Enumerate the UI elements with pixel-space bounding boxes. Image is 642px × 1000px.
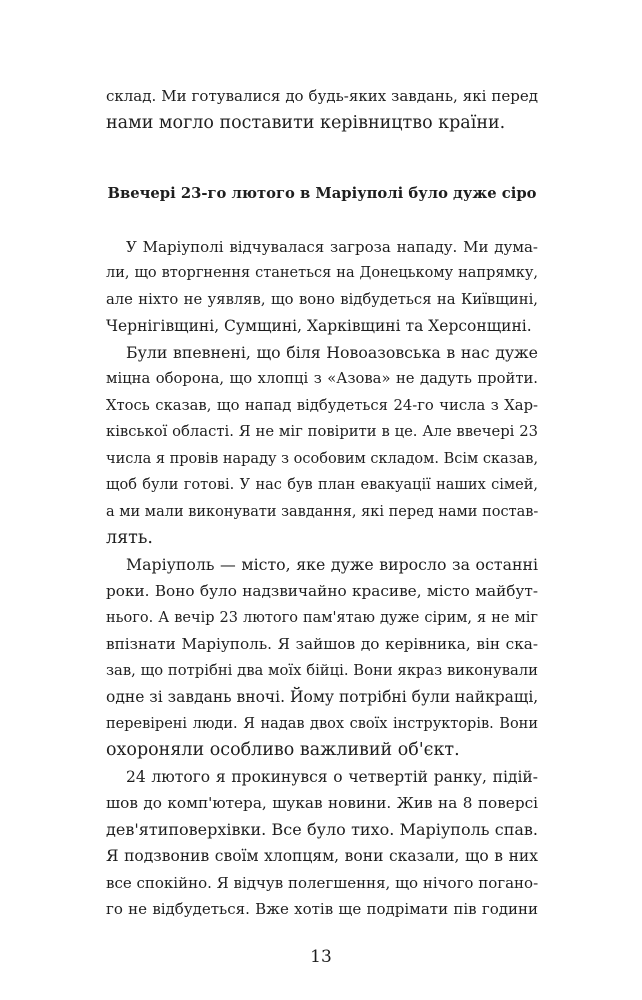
text-line: все спокійно. Я відчув полегшення, що нічого погано- — [106, 874, 539, 892]
text-line: роки. Воно було надзвичайно красиве, місто майбут- — [106, 582, 538, 600]
text-line: лять. — [106, 528, 153, 548]
text-line: дев'ятиповерхівки. Все було тихо. Маріуполь спав. — [106, 820, 538, 839]
text-line: перевірені люди. Я надав двох своїх інструкторів. Вони — [106, 716, 538, 732]
text-line: Були впевнені, що біля Новоазовська в нас дуже — [126, 343, 538, 362]
text-line: але ніхто не уявляв, що воно відбудеться на Київщині, — [106, 291, 538, 308]
text-line: зав, що потрібні два моїх бійці. Вони якраз виконували — [106, 662, 538, 679]
text-line: У Маріуполі відчувалася загроза нападу. Ми дума- — [126, 238, 538, 256]
text-line: ли, що вторгнення станеться на Донецькому напрямку, — [106, 265, 538, 281]
text-line: Чернігівщині, Сумщині, Харківщині та Херсонщині. — [106, 317, 532, 335]
text-line: Маріуполь — місто, яке дуже виросло за останні — [126, 555, 538, 574]
text-line: нами могло поставити керівництво країни. — [106, 113, 506, 133]
text-line: одне зі завдань вночі. Йому потрібні були найкращі, — [106, 688, 539, 706]
text-line: Хтось сказав, що напад відбудеться 24-го числа з Хар- — [106, 397, 538, 414]
text-line: числа я провів нараду з особовим складом. Всім сказав, — [106, 451, 539, 467]
text-line: а ми мали виконувати завдання, які перед нами постав- — [106, 504, 539, 520]
text-line: склад. Ми готувалися до будь-яких завдань, які перед — [106, 87, 538, 105]
text-line: щоб були готові. У нас був план евакуації наших сімей, — [106, 477, 538, 493]
text-line: го не відбудеться. Вже хотів ще подрімати пів години — [106, 900, 538, 918]
section-heading: Ввечері 23-го лютого в Маріуполі було дуже сіро — [107, 185, 537, 202]
text-line: охороняли особливо важливий об'єкт. — [106, 740, 460, 760]
text-line: Я подзвонив своїм хлопцям, вони сказали, що в них — [106, 847, 538, 865]
text-line: міцна оборона, що хлопці з «Азова» не дадуть пройти. — [106, 370, 538, 387]
page-number: 13 — [310, 947, 332, 967]
text-line: 24 лютого я прокинувся о четвертій ранку, підій- — [126, 768, 538, 786]
text-line: впізнати Маріуполь. Я зайшов до керівника, він ска- — [106, 635, 538, 653]
text-line: шов до комп'ютера, шукав новини. Жив на 8 поверсі — [106, 794, 538, 812]
text-line: ківської області. Я не міг повірити в це. Але ввечері 23 — [106, 423, 538, 440]
text-line: нього. А вечір 23 лютого пам'ятаю дуже сірим, я не міг — [106, 610, 538, 626]
